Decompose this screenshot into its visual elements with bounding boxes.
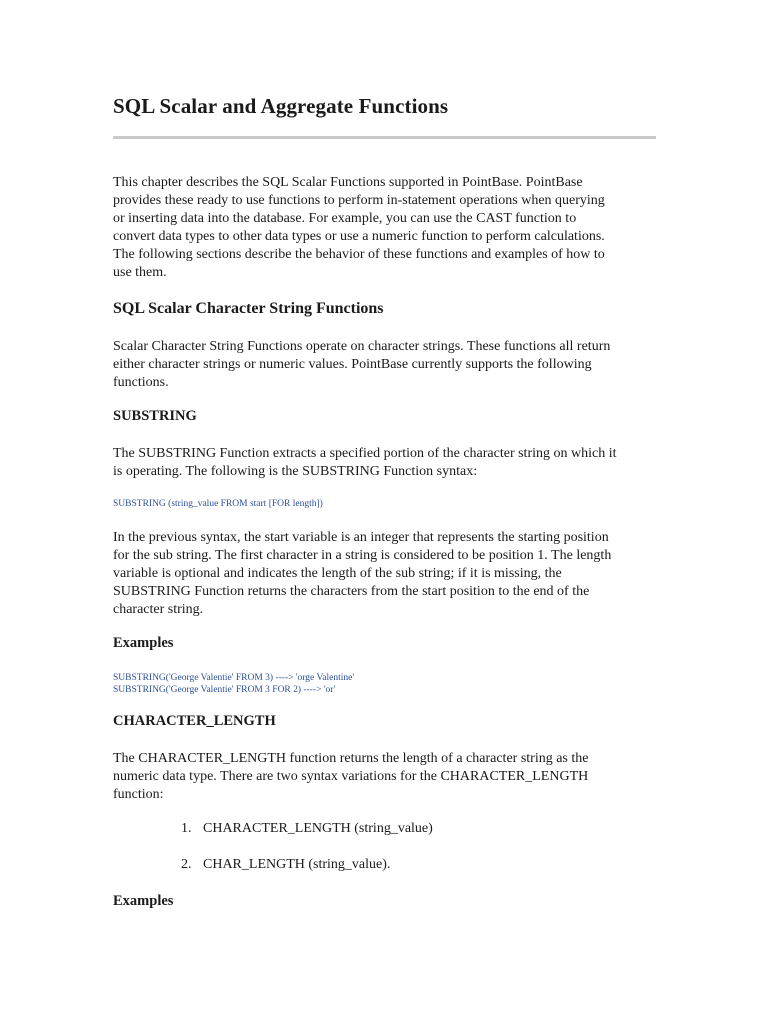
intro-line: The following sections describe the behavior of these functions and examples of how to [113, 247, 605, 262]
explanation-line: character string. [113, 602, 204, 617]
intro-line: This chapter describes the SQL Scalar Functions supported in PointBase. PointBase [113, 175, 583, 190]
substring-paragraph [113, 445, 657, 481]
intro-line: use them. [113, 265, 167, 280]
section-line: Scalar Character String Functions operate on character strings. These functions all return [113, 339, 611, 354]
intro-line: provides these ready to use functions to perform in-statement operations when querying [113, 193, 605, 208]
explanation-line: variable is optional and indicates the length of the sub string; if it is missing, the [113, 566, 562, 581]
explanation-line: In the previous syntax, the start variable is an integer that represents the starting position [113, 530, 609, 545]
code-line: SUBSTRING('George Valentie' FROM 3) ----> 'orge Valentine' [113, 673, 355, 683]
substring-examples [113, 672, 354, 696]
substring-heading: SUBSTRING [113, 408, 197, 424]
explanation-line: SUBSTRING Function returns the characters from the start position to the end of the [113, 584, 590, 599]
explanation-line: for the sub string. The first character in a string is considered to be position 1. The length [113, 548, 612, 563]
section-paragraph [113, 338, 657, 392]
section-line: either character strings or numeric values. PointBase currently supports the following [113, 357, 592, 372]
intro-line: convert data types to other data types or use a numeric function to perform calculations. [113, 229, 605, 244]
list-item [181, 857, 390, 873]
char-length-line: function: [113, 787, 164, 802]
char-length-examples-heading: Examples [113, 893, 174, 909]
char-length-paragraph [113, 750, 657, 804]
substring-explanation [113, 529, 657, 619]
list-number: 2. [181, 857, 192, 872]
list-number: 1. [181, 821, 192, 836]
section-line: functions. [113, 375, 169, 390]
title-divider [113, 136, 656, 139]
list-text: CHARACTER_LENGTH (string_value) [203, 821, 433, 836]
substring-examples-heading: Examples [113, 635, 174, 651]
intro-line: or inserting data into the database. For example, you can use the CAST function to [113, 211, 577, 226]
char-length-line: The CHARACTER_LENGTH function returns the length of a character string as the [113, 751, 589, 766]
list-text: CHAR_LENGTH (string_value). [203, 857, 391, 872]
code-line: SUBSTRING (string_value FROM start [FOR length]) [113, 499, 323, 509]
section-heading: SQL Scalar Character String Functions [113, 300, 384, 317]
list-item [181, 821, 433, 837]
substring-syntax [113, 498, 323, 510]
intro-paragraph [113, 174, 657, 282]
char-length-line: numeric data type. There are two syntax variations for the CHARACTER_LENGTH [113, 769, 589, 784]
substring-line: The SUBSTRING Function extracts a specified portion of the character string on which it [113, 446, 617, 461]
page-title: SQL Scalar and Aggregate Functions [113, 94, 449, 118]
char-length-heading: CHARACTER_LENGTH [113, 713, 276, 729]
code-line: SUBSTRING('George Valentie' FROM 3 FOR 2) ----> 'or' [113, 685, 336, 695]
substring-line: is operating. The following is the SUBSTRING Function syntax: [113, 464, 478, 479]
